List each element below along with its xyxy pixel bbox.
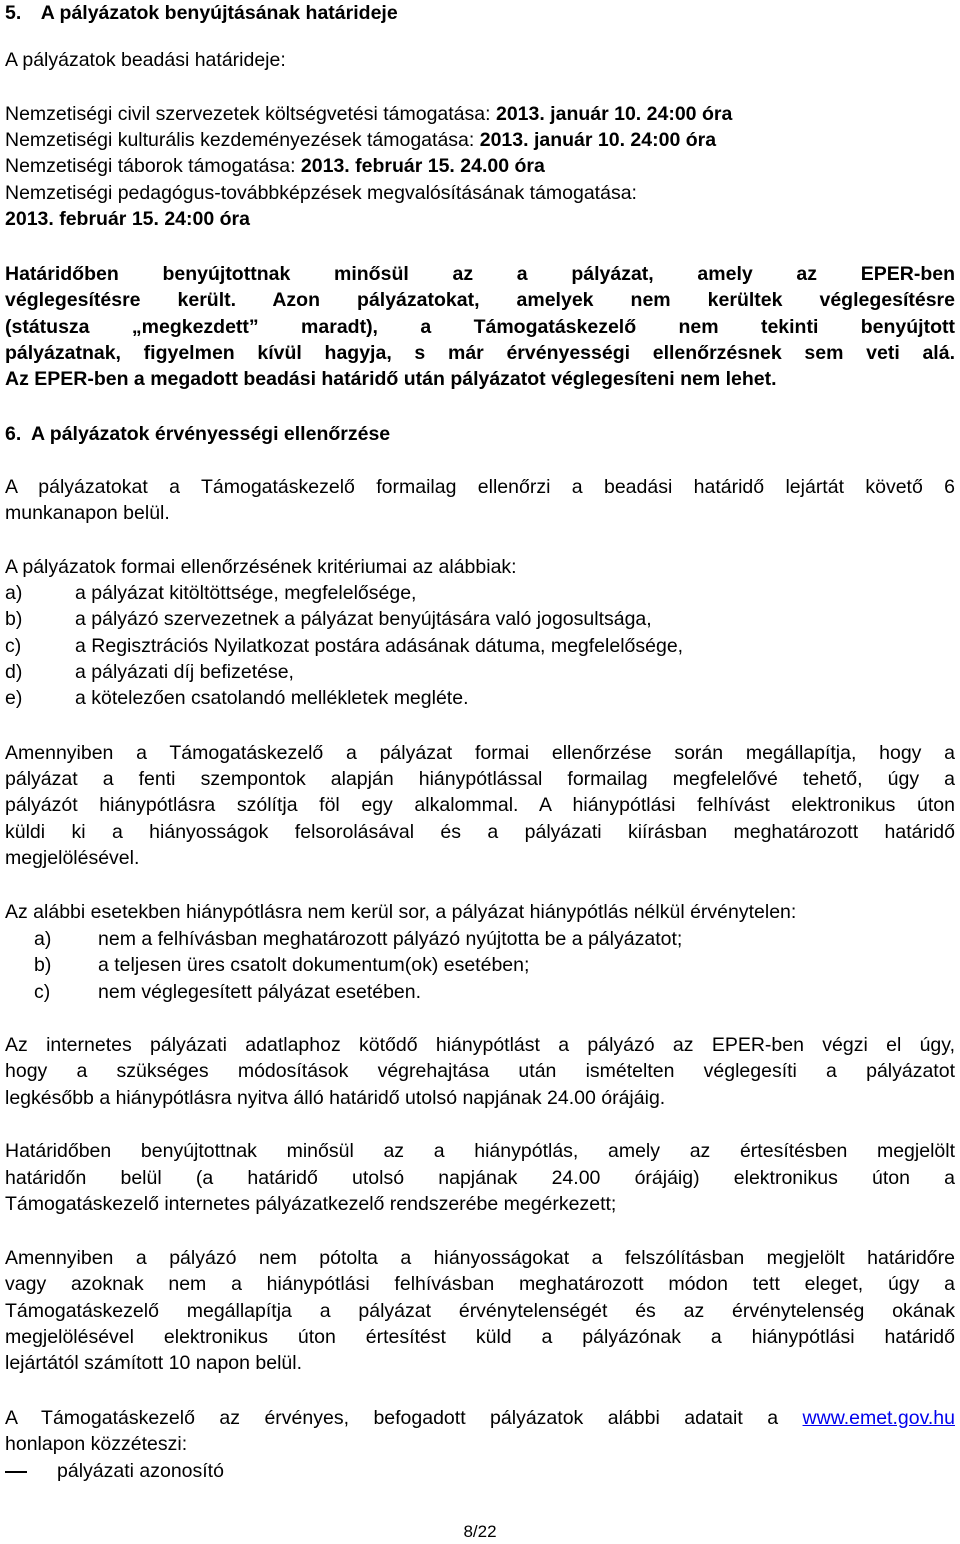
paragraph-line: A Támogatáskezelő az érvényes, befogadott pályázatok alábbi adatait a www.emet.gov.hu [5, 1407, 955, 1429]
paragraph-line: vagy azoknak nem a hiánypótlási felhívásban meghatározott módon tett eleget, úgy a [5, 1273, 955, 1295]
paragraph-line: határidőn belül (a határidő utolsó napjának 24.00 órájáig) elektronikus úton a [5, 1167, 955, 1189]
deadline-line: Nemzetiségi civil szervezetek költségvetési támogatása: 2013. január 10. 24:00 óra [5, 103, 733, 125]
bold-paragraph-line: Határidőben benyújtottnak minősül az a pályázat, amely az EPER-ben [5, 263, 955, 285]
deadline-date: 2013. február 15. 24:00 óra [5, 208, 250, 230]
paragraph-line: Támogatáskezelő internetes pályázatkezelő rendszerébe megérkezett; [5, 1193, 617, 1215]
paragraph-line: A pályázatokat a Támogatáskezelő formailag ellenőrzi a beadási határidő lejártát követő 6 [5, 476, 955, 498]
emet-website-link[interactable]: www.emet.gov.hu [802, 1407, 955, 1429]
paragraph-line: pályázat a fenti szempontok alapján hiánypótlással formailag megfelelővé tehető, úgy a [5, 768, 955, 790]
deadline-line: Nemzetiségi táborok támogatása: 2013. február 15. 24.00 óra [5, 155, 545, 177]
paragraph-line: küldi ki a hiányosságok felsorolásával és a pályázati kiírásban meghatározott határidő [5, 821, 955, 843]
paragraph-line: megjelölésével. [5, 847, 140, 869]
page-number: 8/22 [463, 1522, 497, 1541]
bold-paragraph-line: véglegesítésre került. Azon pályázatokat, amelyek nem kerültek véglegesítésre [5, 289, 955, 311]
deadline-intro: A pályázatok beadási határideje: [5, 49, 286, 71]
paragraph-line: Az internetes pályázati adatlaphoz kötődő hiánypótlást a pályázó az EPER-ben végzi el úgy, [5, 1034, 955, 1056]
invalid-intro: Az alábbi esetekben hiánypótlásra nem kerül sor, a pályázat hiánypótlás nélkül érvénytelen: [5, 901, 797, 923]
paragraph-line: megjelölésével elektronikus úton értesítést küld a pályázónak a hiánypótlási határidő [5, 1326, 955, 1348]
paragraph-line: Támogatáskezelő megállapítja a pályázat érvénytelenségét és az érvénytelenség okának [5, 1300, 955, 1322]
deadline-line: Nemzetiségi pedagógus-továbbképzések megvalósításának támogatása: [5, 182, 637, 204]
paragraph-line: legkésőbb a hiánypótlásra nyitva álló határidő utolsó napjának 24.00 órájáig. [5, 1087, 666, 1109]
paragraph-line: Amennyiben a pályázó nem pótolta a hiányosságokat a felszólításban megjelölt határidőre [5, 1247, 955, 1269]
paragraph-line: hogy a szükséges módosítások végrehajtása után ismételten véglegesíti a pályázatot [5, 1060, 955, 1082]
paragraph-line: pályázót hiánypótlásra szólítja föl egy alkalommal. A hiánypótlási felhívást elektronikus úton [5, 794, 955, 816]
paragraph-line: lejártától számított 10 napon belül. [5, 1352, 303, 1374]
dash-list-item: pályázati azonosító [5, 1458, 224, 1484]
paragraph-line: Határidőben benyújtottnak minősül az a hiánypótlás, amely az értesítésben megjelölt [5, 1140, 955, 1162]
dash-bullet-icon [5, 1471, 27, 1473]
deadline-line: Nemzetiségi kulturális kezdeményezések támogatása: 2013. január 10. 24:00 óra [5, 129, 717, 151]
criteria-intro: A pályázatok formai ellenőrzésének kritériumai az alábbiak: [5, 556, 517, 578]
bold-paragraph-line: (státusza „megkezdett” maradt), a Támogatáskezelő nem tekinti benyújtott [5, 316, 955, 338]
bold-paragraph-line: pályázatnak, figyelmen kívül hagyja, s már érvényességi ellenőrzésnek sem veti alá. [5, 342, 955, 364]
paragraph-line: munkanapon belül. [5, 502, 170, 524]
section-6-heading: 6. A pályázatok érvényességi ellenőrzése [5, 423, 391, 445]
bold-paragraph-line: Az EPER-ben a megadott beadási határidő után pályázatot véglegesíteni nem lehet. [5, 368, 777, 390]
paragraph-line: honlapon közzéteszi: [5, 1433, 188, 1455]
section-5-heading: 5. A pályázatok benyújtásának határideje [5, 2, 398, 24]
paragraph-line: Amennyiben a Támogatáskezelő a pályázat formai ellenőrzése során megállapítja, hogy a [5, 742, 955, 764]
